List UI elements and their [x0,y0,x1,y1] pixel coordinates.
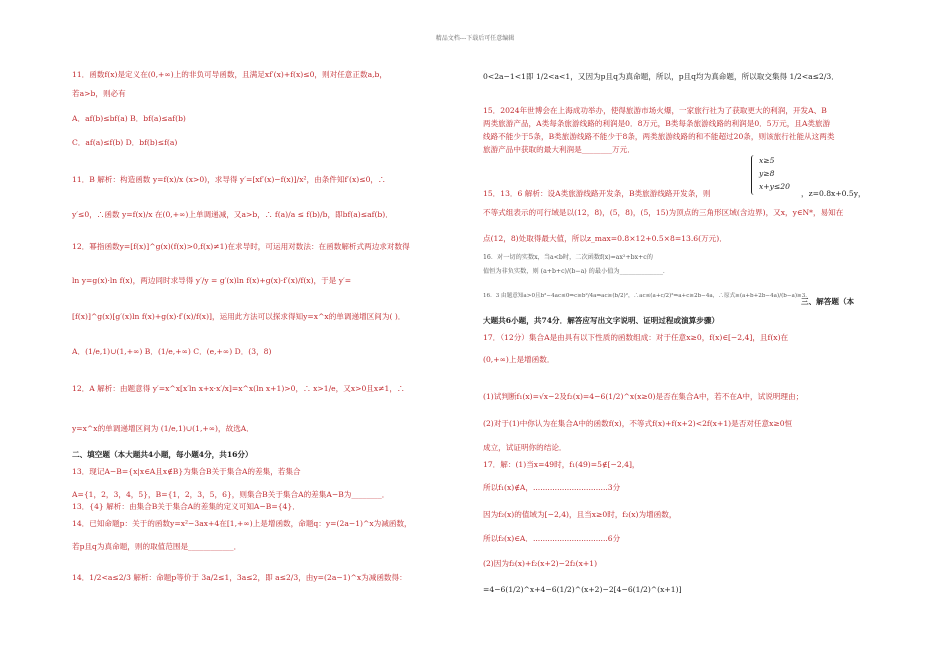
constraint-2: y≥8 [759,169,775,178]
question-12-line1: 12．幂指函数y=[f(x)]^g(x)(f(x)>0,f(x)≠1)在求导时，可运用对数法：在函数解析式两边求对数得 [72,242,410,251]
question-17-line1: 17．（12分）集合A是由具有以下性质的函数组成：对于任意x≥0，f(x)∈[−2,4]，且f(x)在 [483,333,789,342]
question-14-line2: 若p且q为真命题，则的取值范围是____________． [72,542,242,551]
question-17-part1: (1)试判断f₁(x)=√x−2及f₂(x)=4−6(1/2)^x(x≥0)是否在集合A中，若不在A中，试说明理由； [483,392,804,401]
question-17-line2: (0,+∞)上是增函数． [483,355,555,364]
question-13-line2: A={1，2，3，4，5}，B={1，2，3，5，6}，则集合B关于集合A的差集A−B为________． [72,490,390,499]
answer-14-cont: 0<2a−1<1即 1/2<a<1，又因为p且q为真命题，所以，p且q均为真命题，所以取交集得 1/2<a≤2/3． [483,72,839,81]
question-17-part2: (2)对于(1)中你认为在集合A中的函数f(x)，不等式f(x)+f(x+2)<2f(x+1)是否对任意x≥0恒 [483,419,793,428]
question-15-line3: 线路不能少于5条，B类旅游线路不能少于8条，两类旅游线路的和不能超过20条，则该旅行社能从这两类 [483,132,835,141]
constraint-brace [751,155,758,195]
question-14-line1: 14．已知命题p：关于的函数y=x²−3ax+4在[1,+∞)上是增函数，命题q：y=(2a−1)^x为减函数， [72,519,412,528]
question-12-options: A．(1/e,1)∪(1,+∞) B．(1/e,+∞) C．(e,+∞) D．(3，8) [72,347,272,356]
page-header: 精品文档---下载后可任意编辑 [435,35,515,42]
question-15-line2: 两类旅游产品，A类每条旅游线路的利润是0．8万元，B类每条旅游线路的利润是0．5万元，且A类旅游 [483,119,831,128]
answer-17-line1: 17．解：(1)当x=49时，f₁(49)=5∉[−2,4]， [483,460,640,469]
answer-15-line2: 不等式组表示的可行域是以(12，8)，(5，8)，(5，15)为顶点的三角形区域(含边界)，又x，y∈N*，易知在 [483,208,844,217]
answer-12-line2: y=x^x的单调递增区间为 (1/e,1)∪(1,+∞)，故选A． [72,424,254,433]
question-16-line1: 16．对一切的实数x，当a<b时，二次函数f(x)=ax²+bx+c的 [483,254,653,261]
answer-17-line4: 所以f₂(x)∈A．...............................6分 [483,534,621,543]
section-2-title: 二、填空题（本大题共4小题，每小题4分，共16分） [72,450,253,459]
answer-11-line1: 11．B 解析：构造函数 y=f(x)/x (x>0)，求导得 y′=[xf′(x)−f(x)]/x²，由条件知f′(x)≤0，∴ [72,175,386,184]
answer-17-line3: 因为f₂(x)的值域为[−2,4)，且当x≥0时，f₂(x)为增函数， [483,510,677,519]
answer-12-line1: 12．A 解析：由题意得 y′=x^x[x′ln x+x·x′/x]=x^x(ln x+1)>0，∴ x>1/e，又x>0且x≠1，∴ [72,384,405,393]
question-16-line2: 值恒为非负实数，则 (a+b+c)/(b−a) 的最小值为______________． [483,268,670,275]
question-15-line4: 旅游产品中获取的最大利润是________万元． [483,145,635,154]
question-12-line2: ln y=g(x)·ln f(x)，两边同时求导得 y′/y = g′(x)ln f(x)+g(x)·f′(x)/f(x)，于是 y′= [72,276,352,285]
question-17-line5: 成立，试证明你的结论． [483,443,567,452]
answer-17-line6: =4−6(1/2)^x+4−6(1/2)^(x+2)−2[4−6(1/2)^(x+1)] [483,585,682,594]
constraint-1: x≥5 [759,156,775,165]
answer-14: 14．1/2<a≤2/3 解析：命题p等价于 3a/2≤1，3a≤2，即 a≤2/3，由y=(2a−1)^x为减函数得： [72,573,407,582]
answer-13: 13．{4} 解析：由集合B关于集合A的差集的定义可知A−B={4}． [72,502,300,511]
constraint-3: x+y≤20 [759,182,790,191]
answer-17-line2: 所以f₁(x)∉A，...............................3分 [483,483,621,492]
question-11: 11．函数f(x)是定义在(0,+∞)上的非负可导函数，且满足xf′(x)+f(x)≤0，则对任意正数a,b， [72,70,387,79]
answer-15-objective: ，z=0.8x+0.5y， [801,189,866,198]
question-11-options-cd: C．af(a)≤f(b) D．bf(b)≤f(a) [72,138,178,147]
answer-15-line1: 15．13．6 解析：设A类旅游线路开发条，B类旅游线路开发条，则 [483,189,711,198]
answer-17-line5: (2)因为f₂(x)+f₂(x+2)−2f₂(x+1) [483,559,598,568]
section-3-title-cont: 大题共6小题，共74分．解答应写出文字说明、证明过程或演算步骤） [483,316,720,325]
question-12-line3: [f(x)]^g(x)[g′(x)ln f(x)+g(x)·f′(x)/f(x)]，运用此方法可以探求得知y=x^x的单调递增区间为( )． [72,312,406,321]
answer-16: 16．3 由题意知a>0且b²−4ac≤0⇒c≥b²/4a⇒ac≥(b/2)²，∴ac≤(a+c/2)²⇒a+c≥2b−4a，∴原式≥(a+b+2b−4a)/(b−a)≥3． [483,293,811,299]
answer-15-line3: 点(12，8)处取得最大值，所以z_max=0.8×12+0.5×8=13.6(万元)． [483,234,727,243]
section-3-title: 三、解答题（本 [801,297,855,306]
answer-11-line2: y′≤0，∴函数 y=f(x)/x 在(0,+∞)上单调递减，又a>b，∴ f(a)/a ≤ f(b)/b，即bf(a)≤af(b)． [72,210,393,219]
question-11-cont: 若a>b，则必有 [72,89,126,98]
question-13-line1: 13．现记A−B={x|x∈A且x∉B}为集合B关于集合A的差集，若集合 [72,467,301,476]
question-11-options-ab: A．af(b)≤bf(a) B．bf(a)≤af(b) [72,114,186,123]
question-15-line1: 15．2024年世博会在上海成功举办，使得旅游市场火爆，一家旅行社为了获取更大的利润，开发A、B [483,106,827,115]
